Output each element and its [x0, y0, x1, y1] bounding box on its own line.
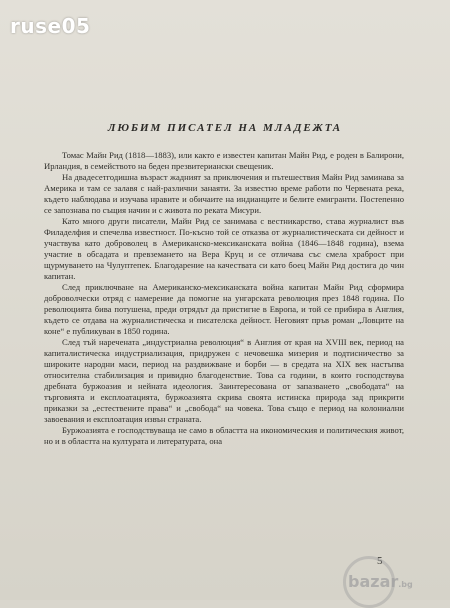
- paragraph: Буржоазията е господствуваща не само в областта на икономическия и политическия живот, но и в областта на културата и литературата, она: [44, 425, 404, 446]
- page-title: ЛЮБИМ ПИСАТЕЛ НА МЛАДЕЖТА: [107, 122, 343, 134]
- page-number: 5: [377, 555, 383, 567]
- paragraph: На двадесетгодишна възраст жадният за приключения и пътешествия Майн Рид заминава за Америка и там се залавя с най-различни занаяти. За известно време работи по Червената река, където наблюдава и изучава нравите и обичаите на индианците и белите емигранти. Постепенно се запознава по същия начин и с живота по реката Мисури.: [44, 172, 404, 215]
- paragraph: Томас Майн Рид (1818—1883), или както е известен капитан Майн Рид, е роден в Балирони, Ирландия, в семейството на беден презвитериански свещеник.: [44, 150, 404, 171]
- paragraph: След приключване на Американско-мексиканската война капитан Майн Рид сформира доброволчески отряд с намерение да помогне на унгарската революция през 1848 година. По революцията бива потушена, преди отрядът да пристигне в Европа, и той се прибира в Англия, където се отдава на журналистическа и писателска дейност. Неговият пръв роман „Ловците на коне“ е публикуван в 1850 година.: [44, 282, 404, 336]
- watermark-bottom: [348, 572, 413, 591]
- watermark-bottom-name: bazar: [348, 572, 399, 591]
- paragraph: Като много други писатели, Майн Рид се занимава с вестникарство, става журналист във Филаделфия и спечелва известност. По-късно той се отказва от журналистическата си дейност и участвува като доброволец в Американско-мексиканската война (1846—1848 година), взема участие в обсадата и превземането на Вера Круц и се отличава със смела храброст при щурмуването на Чулуптепек. Благодарение на качествата си като боец Майн Рид достига до чин капитан.: [44, 216, 404, 281]
- watermark-top: ruse05: [10, 14, 91, 38]
- body-text: [44, 150, 404, 447]
- paragraph: След тъй наречената „индустриална революция“ в Англия от края на XVIII век, период на капиталистическа индустриализация, придружен с нечовешка мизерия и подтисничество за широките народни маси, период на раздвижване и борби — в средата на XIX век настъпва относителна стабилизация и привидно благоденствие. Това са години, в които господствува дребната буржоазия и нейната идеология. Заинтересована от запазването „свободата“ на търговията и експлоатацията, буржоазията скрива своята истинска природа зад прикрити приказки за „естествените права“ и „свобода“ на човека. Това също е период на колониални завоевания и експлоатация извън страната.: [44, 337, 404, 424]
- watermark-bottom-tld: .bg: [398, 580, 413, 589]
